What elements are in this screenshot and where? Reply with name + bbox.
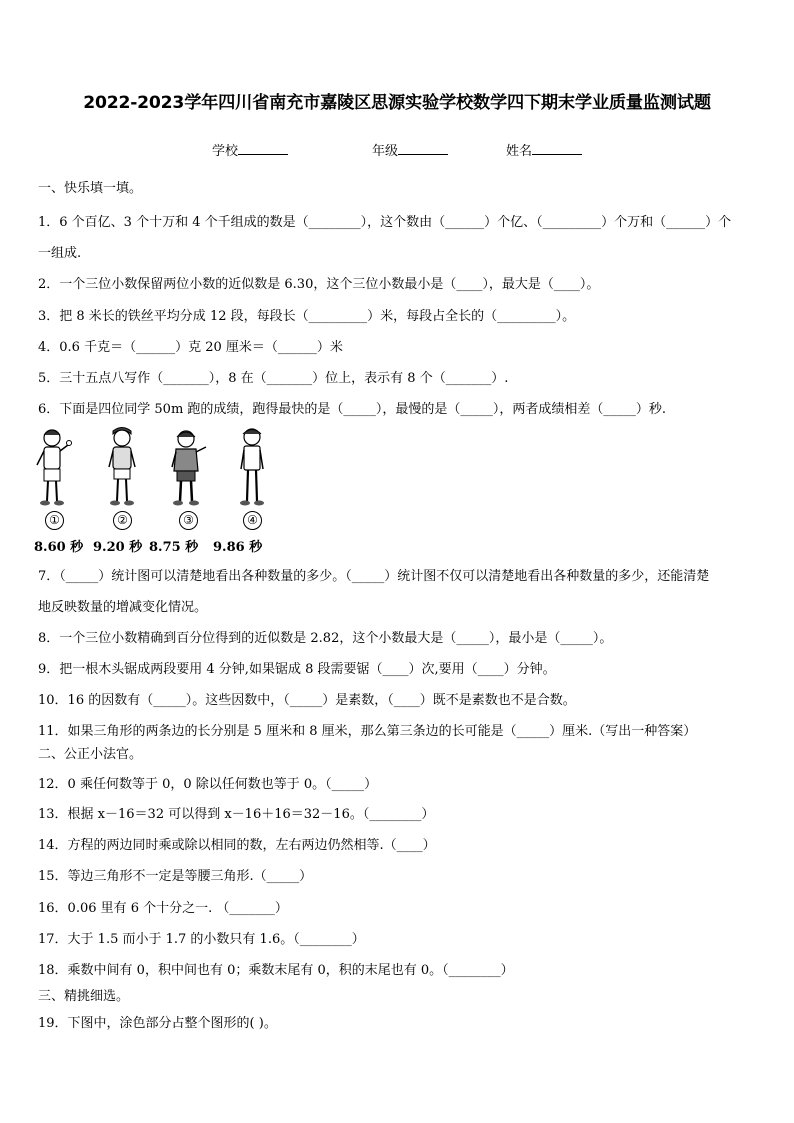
name-label: 姓名 bbox=[506, 144, 533, 159]
question-16: 16．0.06 里有 6 个十分之一. （_______） bbox=[38, 901, 288, 916]
grade-blank[interactable] bbox=[398, 141, 448, 155]
child-1-number: ① bbox=[45, 511, 64, 530]
question-18: 18．乘数中间有 0，积中间也有 0；乘数末尾有 0，积的末尾也有 0。（________） bbox=[38, 963, 514, 978]
page-title: 2022-2023学年四川省南充市嘉陵区思源实验学校数学四下期末学业质量监测试题 bbox=[83, 93, 711, 113]
section-heading-fill: 一、快乐填一填。 bbox=[38, 181, 143, 196]
school-field bbox=[212, 140, 288, 159]
question-13: 13．根据 x－16＝32 可以得到 x－16＋16＝32－16。（________） bbox=[38, 807, 435, 822]
child-1 bbox=[30, 425, 80, 535]
question-1-line-2: 一组成. bbox=[38, 246, 82, 261]
child-2 bbox=[98, 425, 148, 535]
question-15: 15．等边三角形不一定是等腰三角形.（_____） bbox=[38, 869, 313, 884]
section-heading-choose: 三、精挑细选。 bbox=[38, 989, 130, 1004]
name-field bbox=[506, 140, 582, 159]
child-3 bbox=[164, 425, 214, 535]
question-11: 11．如果三角形的两条边的长分别是 5 厘米和 8 厘米，那么第三条边的长可能是（_____）厘米.（写出一种答案） bbox=[38, 724, 697, 739]
header-fields bbox=[0, 140, 794, 160]
grade-label: 年级 bbox=[372, 144, 399, 159]
child-2-figure bbox=[98, 425, 148, 510]
question-7-line-2: 地反映数量的增减变化情况。 bbox=[38, 600, 208, 615]
question-3: 3．把 8 米长的铁丝平均分成 12 段，每段长（_________）米，每段占全长的（_________）。 bbox=[38, 309, 576, 324]
question-10: 10．16 的因数有（_____）。这些因数中，（_____）是素数，（____）既不是素数也不是合数。 bbox=[38, 693, 576, 708]
question-8: 8．一个三位小数精确到百分位得到的近似数是 2.82，这个小数最大是（_____），最小是（_____）。 bbox=[38, 631, 613, 646]
child-4-time: 9.86 秒 bbox=[213, 540, 263, 555]
question-19: 19．下图中，涂色部分占整个图形的( )。 bbox=[38, 1016, 277, 1031]
child-4 bbox=[228, 425, 278, 535]
question-12: 12．0 乘任何数等于 0，0 除以任何数也等于 0。（_____） bbox=[38, 777, 378, 792]
question-17: 17．大于 1.5 而小于 1.7 的小数只有 1.6。（________） bbox=[38, 932, 365, 947]
question-4: 4．0.6 千克＝（______）克 20 厘米＝（______）米 bbox=[38, 340, 343, 355]
grade-field bbox=[372, 140, 448, 159]
question-7-line-1: 7．（_____）统计图可以清楚地看出各种数量的多少。（_____）统计图不仅可以清楚地看出各种数量的多少，还能清楚 bbox=[38, 569, 710, 584]
question-5: 5．三十五点八写作（_______），8 在（_______）位上，表示有 8 个（_______）. bbox=[38, 371, 509, 386]
question-9: 9．把一根木头锯成两段要用 4 分钟,如果锯成 8 段需要锯（____）次,要用（____）分钟。 bbox=[38, 662, 556, 677]
school-blank[interactable] bbox=[238, 141, 288, 155]
section-heading-judge: 二、公正小法官。 bbox=[38, 747, 143, 762]
question-2: 2．一个三位小数保留两位小数的近似数是 6.30，这个三位小数最小是（____），最大是（____）。 bbox=[38, 277, 600, 292]
children-illustration bbox=[30, 425, 290, 535]
child-2-number: ② bbox=[113, 511, 132, 530]
question-14: 14．方程的两边同时乘或除以相同的数，左右两边仍然相等.（____） bbox=[38, 838, 436, 853]
child-3-number: ③ bbox=[179, 511, 198, 530]
child-3-figure bbox=[164, 425, 214, 510]
question-6: 6．下面是四位同学 50m 跑的成绩，跑得最快的是（_____），最慢的是（_____），两者成绩相差（_____）秒. bbox=[38, 402, 667, 417]
question-1-line-1: 1．6 个百亿、3 个十万和 4 个千组成的数是（________），这个数由（______）个亿、（_________）个万和（______）个 bbox=[38, 215, 732, 230]
school-label: 学校 bbox=[212, 144, 239, 159]
child-1-figure bbox=[30, 425, 80, 510]
child-1-time: 8.60 秒 bbox=[34, 540, 84, 555]
child-3-time: 8.75 秒 bbox=[149, 540, 199, 555]
child-4-number: ④ bbox=[243, 511, 262, 530]
child-4-figure bbox=[228, 425, 278, 510]
child-2-time: 9.20 秒 bbox=[93, 540, 143, 555]
name-blank[interactable] bbox=[532, 141, 582, 155]
